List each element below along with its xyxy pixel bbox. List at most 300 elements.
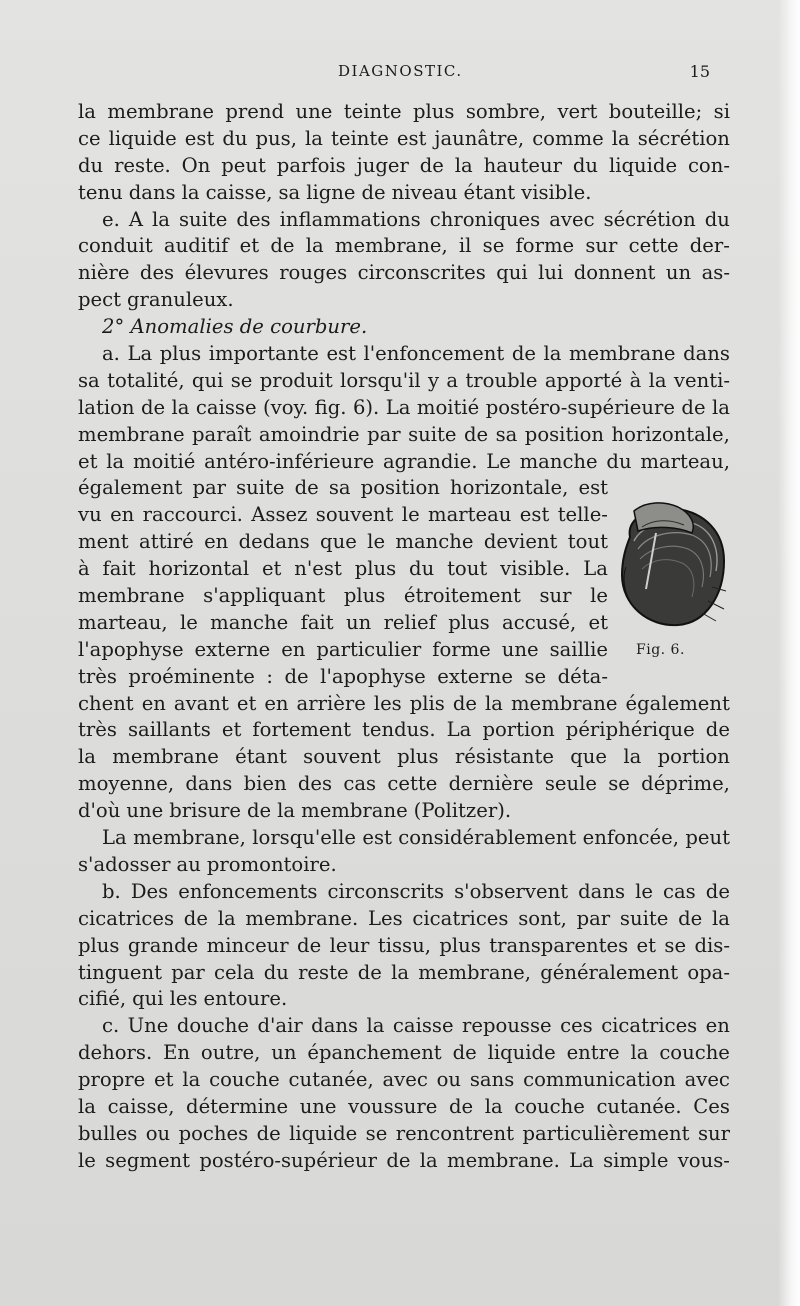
word: brisure	[169, 799, 242, 823]
word: est	[396, 126, 427, 150]
section-heading: 2° Anomalies de courbure.	[102, 315, 368, 339]
word: ment	[78, 530, 129, 554]
word: y	[427, 368, 440, 392]
word: par	[576, 906, 611, 930]
text-line	[78, 771, 730, 798]
word: sa	[328, 476, 351, 500]
running-title: DIAGNOSTIC.	[338, 62, 463, 80]
word: la	[611, 126, 630, 150]
word: la	[217, 906, 236, 930]
word: un	[271, 1041, 297, 1065]
word: tinguent	[78, 960, 163, 984]
word: caisse	[392, 1014, 454, 1038]
word: con-	[687, 153, 730, 177]
word: sombre,	[465, 100, 547, 123]
word: la	[305, 126, 323, 150]
word: portion	[657, 745, 730, 769]
word: de	[361, 180, 386, 204]
word: manche	[210, 610, 289, 634]
text-line	[78, 717, 730, 744]
word: sécrétion	[603, 207, 696, 231]
word: portion	[482, 718, 555, 742]
word: antéro-inférieure	[204, 449, 375, 473]
word: plus	[343, 584, 386, 608]
word: membrane	[78, 584, 185, 608]
word: simple	[603, 1148, 669, 1172]
text-line	[78, 1013, 730, 1040]
word: externe	[437, 664, 513, 688]
word: le	[590, 584, 608, 608]
word: le	[78, 1148, 96, 1172]
word: la	[78, 745, 96, 769]
word: particulièrement	[522, 1121, 690, 1145]
word: suite	[178, 207, 228, 231]
text-line	[78, 475, 608, 502]
text-line	[78, 798, 730, 825]
word: sa	[78, 368, 100, 392]
word: outre,	[200, 1041, 261, 1065]
word: membrane	[107, 100, 214, 123]
word: dehors.	[78, 1041, 153, 1065]
word: vous-	[677, 1148, 730, 1172]
word: sur	[539, 584, 572, 608]
word: la	[648, 368, 667, 392]
word: avec	[684, 1068, 730, 1092]
word: promontoire.	[206, 852, 337, 876]
word: du	[222, 126, 248, 150]
word: très	[78, 718, 117, 742]
word: membrane	[78, 422, 185, 446]
word: lorsqu'il	[340, 368, 421, 392]
word: qui	[132, 987, 164, 1011]
word: devient	[483, 530, 558, 554]
word: la	[78, 1094, 96, 1118]
word: propre	[78, 1068, 146, 1092]
word: Le	[486, 449, 511, 473]
word: en	[281, 637, 306, 661]
word: voussure	[348, 1094, 438, 1118]
word: résistante	[454, 745, 554, 769]
word: telle-	[557, 503, 608, 527]
word: pect	[78, 288, 121, 312]
text-line	[78, 502, 608, 529]
word: (Politzer).	[413, 799, 512, 823]
word: un	[345, 610, 372, 634]
word: ligne	[306, 180, 356, 204]
word: déta-	[557, 664, 608, 688]
word: dans	[578, 879, 626, 903]
word: dans	[128, 180, 176, 204]
word: et	[588, 610, 608, 634]
word: En	[163, 1041, 191, 1065]
word: la	[485, 691, 503, 715]
word: douche	[176, 1014, 249, 1038]
word: donnent	[573, 261, 656, 285]
text-line	[78, 583, 608, 610]
word: également	[625, 691, 730, 715]
word: qui	[496, 261, 528, 285]
page-number: 15	[689, 62, 710, 81]
word: sécrétion	[637, 126, 730, 150]
word: tendus.	[362, 718, 436, 742]
word: généralement	[540, 960, 679, 984]
word: de	[452, 691, 477, 715]
text-line	[78, 153, 730, 180]
word: moitié	[132, 449, 196, 473]
text-line	[78, 986, 730, 1013]
word: une	[299, 1094, 337, 1118]
text-line	[78, 852, 730, 879]
word: et	[236, 691, 257, 715]
word: teinte	[343, 100, 402, 123]
word: de	[511, 342, 536, 366]
word: le	[179, 610, 198, 634]
word: par	[171, 960, 205, 984]
word: la	[152, 207, 170, 231]
word: de	[357, 960, 382, 984]
word: sans	[469, 1068, 515, 1092]
word: visible.	[500, 557, 571, 581]
word: ces	[560, 1014, 593, 1038]
word: suite	[236, 476, 285, 500]
word: sont,	[518, 906, 567, 930]
word: de	[183, 906, 208, 930]
word: est	[326, 342, 356, 366]
word: conduit	[78, 234, 153, 258]
word: la	[182, 1068, 201, 1092]
word: entre	[566, 1041, 620, 1065]
word: que	[570, 745, 608, 769]
word: n'est	[294, 557, 342, 581]
tympanic-membrane-icon	[622, 503, 726, 625]
word: la	[419, 1148, 438, 1172]
word: lorsqu'elle	[252, 826, 357, 850]
word: un	[665, 261, 692, 285]
word: moitié	[416, 395, 480, 419]
word: caisse,	[107, 1094, 175, 1118]
word: tout	[447, 557, 488, 581]
word: de	[294, 476, 319, 500]
word: liquide	[608, 153, 678, 177]
word: position	[360, 476, 440, 500]
word: les	[169, 987, 198, 1011]
text-line	[78, 1121, 730, 1148]
word: par	[367, 422, 401, 446]
word: suite	[619, 906, 669, 930]
word: grande	[127, 933, 199, 957]
word: a.	[102, 342, 120, 366]
word: à	[629, 368, 642, 392]
word: du	[78, 153, 104, 177]
word: la	[630, 1041, 649, 1065]
word: cicatrices	[78, 906, 175, 930]
word: cela	[213, 960, 255, 984]
text-line	[78, 422, 730, 449]
word: teinte	[330, 126, 389, 150]
word: arrière	[296, 691, 366, 715]
word: :	[266, 664, 273, 688]
text-line	[78, 180, 730, 207]
word: jaunâtre,	[434, 126, 525, 150]
word: enfoncée,	[582, 826, 679, 850]
word: détermine	[186, 1094, 289, 1118]
word: visible.	[521, 180, 592, 204]
word: que	[320, 530, 357, 554]
word: tout	[567, 530, 608, 554]
word: de	[247, 799, 272, 823]
word: niveau	[391, 180, 458, 204]
word: des	[297, 772, 333, 796]
word: il	[458, 234, 472, 258]
word: vu	[78, 503, 102, 527]
word: cicatrices	[412, 906, 509, 930]
word: rouges	[279, 261, 348, 285]
word: paraît	[192, 422, 252, 446]
word: segment	[105, 1148, 191, 1172]
word: en	[110, 503, 135, 527]
word: juger	[356, 153, 409, 177]
word: souvent	[315, 503, 394, 527]
word: plus	[448, 610, 490, 634]
word: si	[713, 100, 730, 123]
word: La	[385, 395, 411, 419]
word: liquide	[289, 1121, 358, 1145]
word: marteau	[428, 503, 512, 527]
word: horizontale,	[449, 476, 569, 500]
word: cutanée.	[596, 1094, 682, 1118]
word: de	[678, 906, 703, 930]
word: couche	[514, 1094, 585, 1118]
word: fait	[300, 610, 334, 634]
word: plus	[78, 933, 120, 957]
word: les	[373, 691, 402, 715]
word: la	[277, 799, 296, 823]
running-header	[78, 62, 710, 86]
word: du	[409, 557, 435, 581]
word: également	[78, 476, 183, 500]
word: inflammations	[279, 207, 421, 231]
word: manche	[395, 530, 474, 554]
word: la	[78, 100, 96, 123]
figure-caption: Fig. 6.	[636, 642, 685, 658]
word: ce	[78, 126, 101, 150]
word: et	[636, 933, 657, 957]
word: La	[127, 342, 153, 366]
text-line	[78, 1067, 730, 1094]
word: chroniques	[429, 207, 541, 231]
text-line	[78, 1148, 730, 1175]
word: externe	[194, 637, 271, 661]
word: lation	[78, 395, 135, 419]
word: la	[391, 960, 410, 984]
word: comme	[532, 126, 604, 150]
word: membrane,	[133, 826, 246, 850]
word: et	[221, 718, 242, 742]
word: le	[401, 503, 420, 527]
text-line	[78, 341, 730, 368]
word: est	[519, 503, 550, 527]
text-line	[78, 960, 730, 987]
word: La	[102, 826, 127, 850]
text-line	[78, 879, 730, 906]
word: une	[126, 799, 164, 823]
word: seule	[544, 772, 597, 796]
word: du	[704, 207, 730, 231]
page-edge	[778, 0, 800, 1306]
word: marteau,	[78, 610, 168, 634]
word: de	[386, 1148, 411, 1172]
word: s'appliquant	[203, 584, 326, 608]
word: du	[606, 449, 632, 473]
word: par	[192, 476, 227, 500]
text-line	[78, 368, 730, 395]
word: épanchement	[307, 1041, 442, 1065]
word: périphérique	[565, 718, 695, 742]
word: On	[181, 153, 211, 177]
word: dans	[683, 342, 730, 366]
word: de	[463, 422, 489, 446]
word: l'enfoncement	[363, 342, 505, 366]
word: rencontrent	[395, 1121, 515, 1145]
word: ou	[145, 1121, 171, 1145]
word: avant	[173, 691, 229, 715]
word: totalité,	[107, 368, 185, 392]
word: tissu,	[377, 933, 431, 957]
word: à	[78, 557, 90, 581]
text-line	[78, 99, 730, 126]
word: plus	[159, 342, 202, 366]
word: importante	[208, 342, 319, 366]
word: caisse	[195, 395, 257, 419]
word: peut	[221, 153, 266, 177]
word: de	[270, 234, 295, 258]
word: se	[664, 933, 687, 957]
word: particulier	[316, 637, 422, 661]
text-line	[78, 556, 608, 583]
word: dans	[185, 772, 233, 796]
word: proéminente	[128, 664, 255, 688]
word: et	[78, 449, 98, 473]
word: élevures	[184, 261, 269, 285]
word: Des	[130, 879, 169, 903]
word: venti-	[673, 368, 730, 392]
word: de	[284, 664, 309, 688]
word: une	[295, 100, 333, 123]
word: d'où	[78, 799, 121, 823]
text-line	[78, 1040, 730, 1067]
word: de	[452, 1041, 477, 1065]
word: liquide	[487, 1041, 556, 1065]
word: (voy.	[263, 395, 309, 419]
word: de	[256, 1121, 281, 1145]
word: c.	[102, 1014, 120, 1038]
word: La	[446, 718, 472, 742]
word: la	[171, 395, 190, 419]
word: se	[365, 1121, 388, 1145]
word: sa	[278, 180, 301, 204]
word: sa	[495, 422, 518, 446]
word: et	[239, 234, 260, 258]
word: dans	[311, 1014, 359, 1038]
word: marteau,	[640, 449, 730, 473]
word: postéro-supérieur	[199, 1148, 378, 1172]
word: étroitement	[403, 584, 521, 608]
word: b.	[102, 879, 121, 903]
text-line	[78, 449, 730, 476]
word: Assez	[251, 503, 308, 527]
word: hauteur	[483, 153, 562, 177]
word: circonscrites	[357, 261, 486, 285]
word: bouteille;	[608, 100, 703, 123]
word: en	[141, 691, 166, 715]
word: produit	[259, 368, 333, 392]
word: cette	[387, 772, 438, 796]
word: amoindrie	[258, 422, 360, 446]
word: la	[454, 153, 473, 177]
word: La	[583, 557, 608, 581]
word: sur	[697, 1121, 730, 1145]
word: caisse,	[205, 180, 273, 204]
word: la	[623, 745, 642, 769]
word: forme	[432, 637, 491, 661]
word: saillants	[127, 718, 211, 742]
word: auditif	[163, 234, 229, 258]
word: transparentes	[489, 933, 629, 957]
word: déprime,	[641, 772, 730, 796]
word: Les	[367, 906, 403, 930]
word: membrane	[112, 745, 219, 769]
word: repousse	[462, 1014, 552, 1038]
word: saillie	[549, 637, 608, 661]
word: s'observent	[454, 879, 569, 903]
text-line	[78, 529, 608, 556]
word: la	[366, 1014, 385, 1038]
text-line	[78, 1094, 730, 1121]
word: membrane	[568, 342, 676, 366]
word: se	[608, 772, 630, 796]
word: une	[501, 637, 539, 661]
word: en	[204, 530, 229, 554]
word: trouble	[465, 368, 538, 392]
word: prend	[225, 100, 285, 123]
word: e.	[102, 207, 120, 231]
word: cas	[343, 772, 377, 796]
word: parfois	[276, 153, 346, 177]
text-line	[78, 610, 608, 637]
word: dernière	[448, 772, 534, 796]
word: des	[236, 207, 271, 231]
word: pus,	[255, 126, 297, 150]
word: nière	[78, 261, 130, 285]
word: suite	[408, 422, 457, 446]
word: fig.	[314, 395, 347, 419]
word: et	[261, 557, 282, 581]
word: bien	[243, 772, 287, 796]
word: fait	[102, 557, 136, 581]
word: membrane	[510, 691, 618, 715]
word: l'apophyse	[78, 637, 184, 661]
word: 6).	[352, 395, 380, 419]
word: plus	[354, 557, 397, 581]
word: membrane	[301, 799, 408, 823]
word: la	[543, 342, 562, 366]
word: en	[705, 1014, 730, 1038]
word: la	[711, 395, 730, 419]
word: plus	[397, 745, 439, 769]
word: de	[681, 395, 706, 419]
word: très	[78, 664, 117, 688]
word: cutanée,	[288, 1068, 374, 1092]
